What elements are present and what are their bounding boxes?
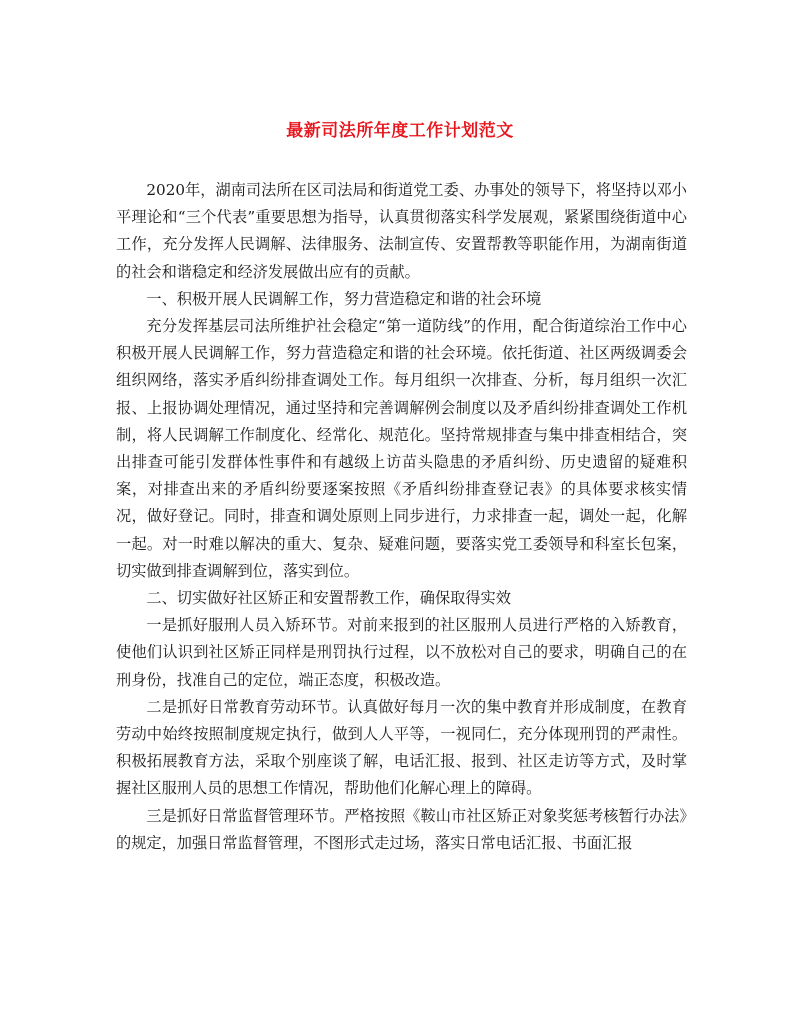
section-heading-2: 二、切实做好社区矫正和安置帮教工作，确保取得实效 xyxy=(146,589,511,608)
document-body xyxy=(116,177,687,857)
body-paragraph: 三是抓好日常监督管理环节。严格按照《鞍山市社区矫正对象奖惩考核暂行办法》的规定，加强日常监督管理，不图形式走过场，落实日常电话汇报、书面汇报 xyxy=(116,806,687,852)
body-paragraph: 充分发挥基层司法所维护社会稳定“第一道防线”的作用，配合街道综治工作中心积极开展人民调解工作，努力营造稳定和谐的社会环境。依托街道、社区两级调委会组织网络，落实矛盾纠纷排查调处工作。每月组织一次排查、分析，每月组织一次汇报、上报协调处理情况，通过坚持和完善调解例会制度以及矛盾纠纷排查调处工作机制，将人民调解工作制度化、经常化、规范化。坚持常规排查与集中排查相结合，突出排查可能引发群体性事件和有越级上访苗头隐患的矛盾纠纷、历史遗留的疑难积案，对排查出来的矛盾纠纷要逐案按照《矛盾纠纷排查登记表》的具体要求核实情况，做好登记。同时，排查和调处原则上同步进行，力求排查一起，调处一起，化解一起。对一时难以解决的重大、复杂、疑难问题，要落实党工委领导和科室长包案，切实做到排查调解到位，落实到位。 xyxy=(116,317,687,580)
body-paragraph: 一是抓好服刑人员入矫环节。对前来报到的社区服刑人员进行严格的入矫教育，使他们认识到社区矫正同样是刑罚执行过程，以不放松对自己的要求，明确自己的在刑身份，找准自己的定位，端正态度，积极改造。 xyxy=(116,616,687,689)
body-paragraph: 二是抓好日常教育劳动环节。认真做好每月一次的集中教育并形成制度，在教育劳动中始终按照制度规定执行，做到人人平等，一视同仁，充分体现刑罚的严肃性。积极拓展教育方法，采取个别座谈了解，电话汇报、报到、社区走访等方式，及时掌握社区服刑人员的思想工作情况，帮助他们化解心理上的障碍。 xyxy=(116,697,687,798)
document-title: 最新司法所年度工作计划范文 xyxy=(286,121,514,141)
section-heading-1: 一、积极开展人民调解工作，努力营造稳定和谐的社会环境 xyxy=(146,289,542,308)
intro-paragraph: 2020年，湖南司法所在区司法局和街道党工委、办事处的领导下，将坚持以邓小平理论和“三个代表”重要思想为指导，认真贯彻落实科学发展观，紧紧围绕街道中心工作，充分发挥人民调解、法律服务、法制宣传、安置帮教等职能作用，为湖南街道的社会和谐稳定和经济发展做出应有的贡献。 xyxy=(116,181,687,281)
